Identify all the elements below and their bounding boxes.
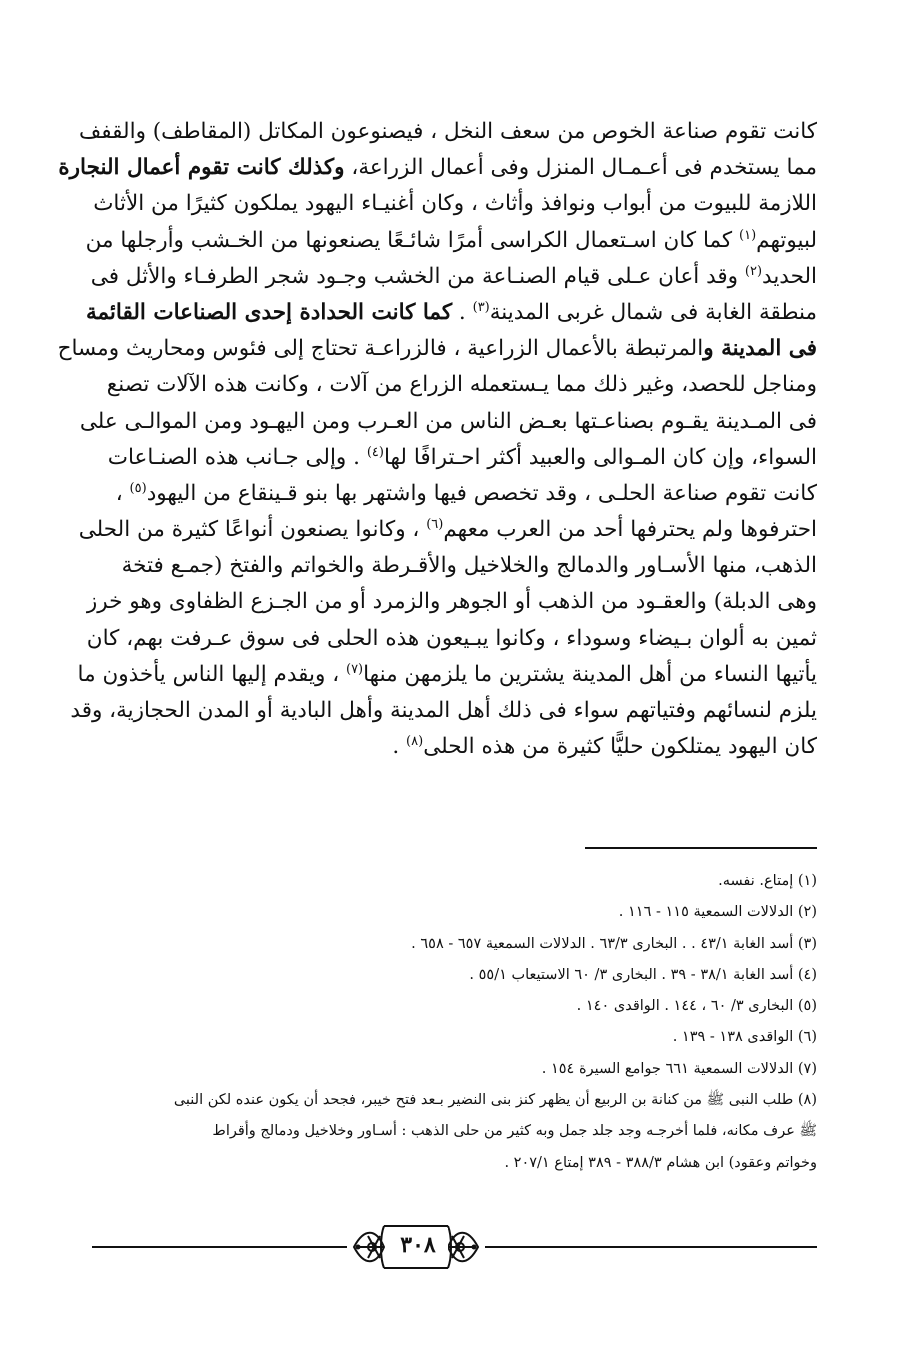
footnote: (٨) طلب النبى ﷺ من كنانة بن الربيع أن يظهر كنز بنى النضير بـعد فتح خيبر، فجحد أن يكون عنده لكن النبى <box>173 1092 817 1109</box>
footnote-ref: (٨) <box>406 734 424 750</box>
bold-phrase: وكذلك كانت تقوم أعمال النجارة <box>58 155 345 181</box>
footnote-ref: (٢) <box>744 263 763 279</box>
text-line: كان اليهود يمتلكون حليًّا كثيرة من هذه الحلى$^{(٨)}$ . <box>392 734 817 760</box>
footer-rule-left <box>92 1246 347 1248</box>
footer-rule-right <box>485 1246 817 1248</box>
text-line: احترفوها ولم يحترفها أحد من العرب معهم$^{(٦)}$ ، وكانوا يصنعون أنواعًا كثيرة من الحلى <box>78 516 817 543</box>
text-line: الحديد$^{(٢)}$ وقد أعان عـلى قيام الصنـاعة من الخشب وجـود شجر الطرفـاء والأثل فى <box>90 263 817 289</box>
text-line: يأتيها النساء من أهل المدينة يشترين ما يلزمهن منها$^{(٧)}$ ، ويقدم إليها الناس يأخذون ما <box>77 661 817 687</box>
text-line: وهى الدبلة) والعقـود من الذهب أو الجوهر والزمرد أو من الجـزع الظفاوى وهو خرز <box>86 589 817 615</box>
bold-phrase: كما كانت الحدادة إحدى الصناعات القائمة <box>85 299 453 325</box>
text-line: السواء، وإن كان المـوالى والعبيد أكثر احـترافًا لها$^{(٤)}$ . وإلى جـانب هذه الصنـاعات <box>107 444 817 470</box>
text-line: كانت تقوم صناعة الخوص من سعف النخل ، فيصنوعون المكاتل (المقاطف) والقفف <box>79 119 817 144</box>
text-line: منطقة الغابة فى شمال غربى المدينة$^{(٣)}$ . كما كانت الحدادة إحدى الصناعات القائمة <box>85 299 817 325</box>
page-number: ٣٠٨ <box>388 1228 448 1262</box>
footnote-ref: (٦) <box>426 516 444 532</box>
footnote: (٣) أسد الغابة ٤٣/١ . . البخارى ٦٣/٣ . الدلالات السمعية ٦٥٧ - ٦٥٨ . <box>411 935 817 952</box>
footnotes <box>100 866 817 1179</box>
footnote: (١) إمتاع. نفسه. <box>718 873 817 889</box>
footnote: (٥) البخارى ٣/ ٦٠ ، ١٤٤ . الواقدى ١٤٠ . <box>576 998 817 1015</box>
footnote: وخواتم وعقود) ابن هشام ٣٨٨/٣ - ٣٨٩ إمتاع ٢٠٧/١ . <box>504 1154 817 1171</box>
text-line: لبيوتهم$^{(١)}$ كما كان اسـتعمال الكراسى أمرًا شائـعًا يصنعونها من الخـشب وأرجلها من <box>85 227 817 253</box>
text-line: ومناجل للحصد، وغير ذلك مما يـستعمله الزراع من آلات ، وكانت هذه الآلات تصنع <box>106 372 817 398</box>
footnote-ref: (٣) <box>472 299 490 315</box>
footnote: (٧) الدلالات السمعية ٦٦١ جوامع السيرة ١٥٤ . <box>541 1060 817 1077</box>
main-text <box>57 114 817 765</box>
footnote-ref: (٤) <box>366 444 384 460</box>
bold-phrase: فى المدينة و <box>703 336 817 362</box>
footnote-ref: (٧) <box>345 661 364 677</box>
footnote: (٤) أسد الغابة ٣٨/١ - ٣٩ . البخارى ٣/ ٦٠ الاستيعاب ٥٥/١ . <box>469 966 817 983</box>
footnote-ref: (٥) <box>129 480 147 496</box>
text-line: مما يستخدم فى أعـمـال المنزل وفى أعمال الزراعة، وكذلك كانت تقوم أعمال النجارة <box>58 155 817 181</box>
footnote: (٢) الدلالات السمعية ١١٥ - ١١٦ . <box>618 904 817 921</box>
text-line: فى المدينة والمرتبطة بالأعمال الزراعية ، فالزراعـة تحتاج إلى فئوس ومحاريث ومساح <box>57 336 817 362</box>
text-line: فى المـدينة يقـوم بصناعـتها بعـض الناس من العـرب ومن اليهـود ومن الموالـى على <box>79 408 817 434</box>
footnote: (٦) الواقدى ١٣٨ - ١٣٩ . <box>672 1029 817 1046</box>
footnote-ref: (١) <box>739 227 757 243</box>
text-line: الذهب، منها الأسـاور والدمالج والخلاخيل والأقـرطة والخواتم والفتخ (جمـع فتخة <box>121 553 817 579</box>
text-line: اللازمة للبيوت من أبواب ونوافذ وأثاث ، وكان أغنيـاء اليهود يملكون كثيرًا من الأثاث <box>93 191 817 217</box>
footnote: ﷺ عرف مكانه، فلما أخرجـه وجد جلد جمل وبه كثير من حلى الذهب : أسـاور وخلاخيل ودمالج وأقراط <box>212 1123 817 1140</box>
text-line: ثمين به ألوان بـيضاء وسوداء ، وكانوا يبـيعون هذه الحلى فى سوق عـرفت بهم، كان <box>86 625 817 651</box>
text-line: يلزم لنسائهم وفتياتهم سواء فى ذلك أهل المدينة وأهل البادية أو المدن الحجازية، وقد <box>70 698 817 723</box>
text-line: كانت تقوم صناعة الحلـى ، وقد تخصص فيها واشتهر بها بنو قـينقاع من اليهود$^{(٥)}$ ، <box>115 480 817 506</box>
footnote-separator <box>585 847 817 849</box>
